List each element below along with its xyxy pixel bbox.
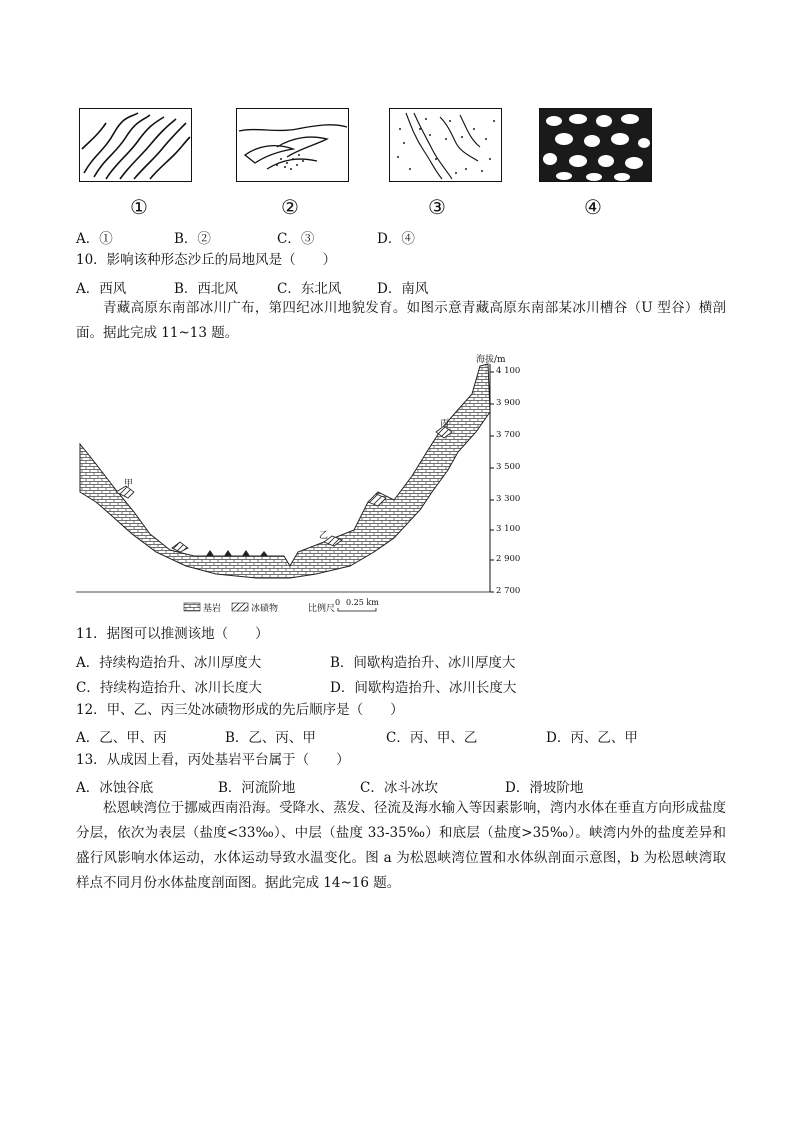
figure-4-thumbnail [539,108,652,182]
site-label-yi: 乙 [319,531,329,541]
q13-option-c: C．冰斗冰坎 [360,780,438,796]
q11-option-d: D．间歇构造抬升、冰川长度大 [330,680,517,696]
intro-questions-14-16: 松恩峡湾位于挪威西南沿海。受降水、蒸发、径流及海水输入等因素影响，湾内水体在垂直方向形成盐度分层，依次为表层（盐度<33‰）、中层（盐度 33-35‰）和底层（盐度>35‰）。峡湾内外的盐度差异和盛行风影响水体运动，水体运动导致水温变化。图 a 为松恩峡湾位置和水体纵剖面示意图，b 为松恩峡湾取样点不同月份水体盐度剖面图。据此完成 14~16 题。 [76,800,726,891]
intro-questions-11-13: 青藏高原东南部冰川广布，第四纪冰川地貌发育。如图示意青藏高原东南部某冰川槽谷（U 型谷）横剖面。据此完成 11~13 题。 [76,300,726,341]
q13-option-d: D．滑坡阶地 [505,780,584,796]
valley-profile-svg [76,352,526,614]
q12-option-c: C．丙、甲、乙 [386,730,478,746]
q12-stem: 12．甲、乙、丙三处冰碛物形成的先后顺序是（ ） [76,702,404,718]
q9-option-d: D．④ [377,231,415,247]
figure-2-thumbnail [236,108,349,182]
scale-bar [338,608,376,611]
q12-option-d: D．丙、乙、甲 [546,730,638,746]
figure-1-label: ① [130,195,148,219]
legend-bedrock-swatch [184,603,200,611]
legend-bedrock-label: 基岩 [203,604,222,614]
figure-3-thumbnail [389,108,502,182]
y-tick-3100: 3 100 [496,524,521,534]
figure-3-label: ③ [428,195,446,219]
glacial-valley-cross-section [76,352,526,614]
site-label-jia: 甲 [124,479,134,489]
legend-moraine-label: 冰碛物 [251,604,279,614]
legend-moraine-swatch [232,603,248,611]
q11-option-b: B．间歇构造抬升、冰川厚度大 [330,655,516,671]
y-tick-3300: 3 300 [496,494,521,504]
q11-stem: 11．据图可以推测该地（ ） [76,626,269,642]
q10-option-d: D．南风 [377,281,429,297]
q13-option-b: B．河流阶地 [218,780,296,796]
q10-stem: 10．影响该种形态沙丘的局地风是（ ） [76,252,337,268]
site-label-bing: 丙 [440,419,450,429]
scale-label: 比例尺 [308,604,336,614]
figure-4-label: ④ [584,195,602,219]
y-tick-2900: 2 900 [496,554,521,564]
q12-option-b: B．乙、丙、甲 [225,730,316,746]
q11-option-a: A．持续构造抬升、冰川厚度大 [76,655,262,671]
dune-ridges-sketch [80,109,191,181]
q11-option-c: C．持续构造抬升、冰川长度大 [76,680,262,696]
eroded-terrain-sketch [390,109,501,181]
y-tick-4100: 4 100 [496,366,521,376]
q12-option-a: A．乙、甲、丙 [76,730,167,746]
y-tick-2700: 2 700 [496,586,521,596]
figure-1-thumbnail [79,108,192,182]
scale-zero: 0 [335,598,341,607]
barchan-dune-sketch [237,109,348,181]
q9-option-b: B．② [174,231,211,247]
y-tick-3500: 3 500 [496,462,521,472]
figure-2-label: ② [281,195,299,219]
q13-stem: 13．从成因上看，丙处基岩平台属于（ ） [76,752,350,768]
q10-option-b: B．西北风 [174,281,238,297]
q10-option-c: C．东北风 [277,281,342,297]
y-tick-3700: 3 700 [496,430,521,440]
scale-value: 0.25 km [346,598,379,607]
q9-option-c: C．③ [277,231,315,247]
q13-option-a: A．冰蚀谷底 [76,780,154,796]
q10-option-a: A．西风 [76,281,127,297]
q9-option-a: A．① [76,231,113,247]
y-axis-title: 海拔/m [476,355,506,365]
y-tick-3900: 3 900 [496,398,521,408]
honeycomb-dune-sketch [540,109,651,181]
